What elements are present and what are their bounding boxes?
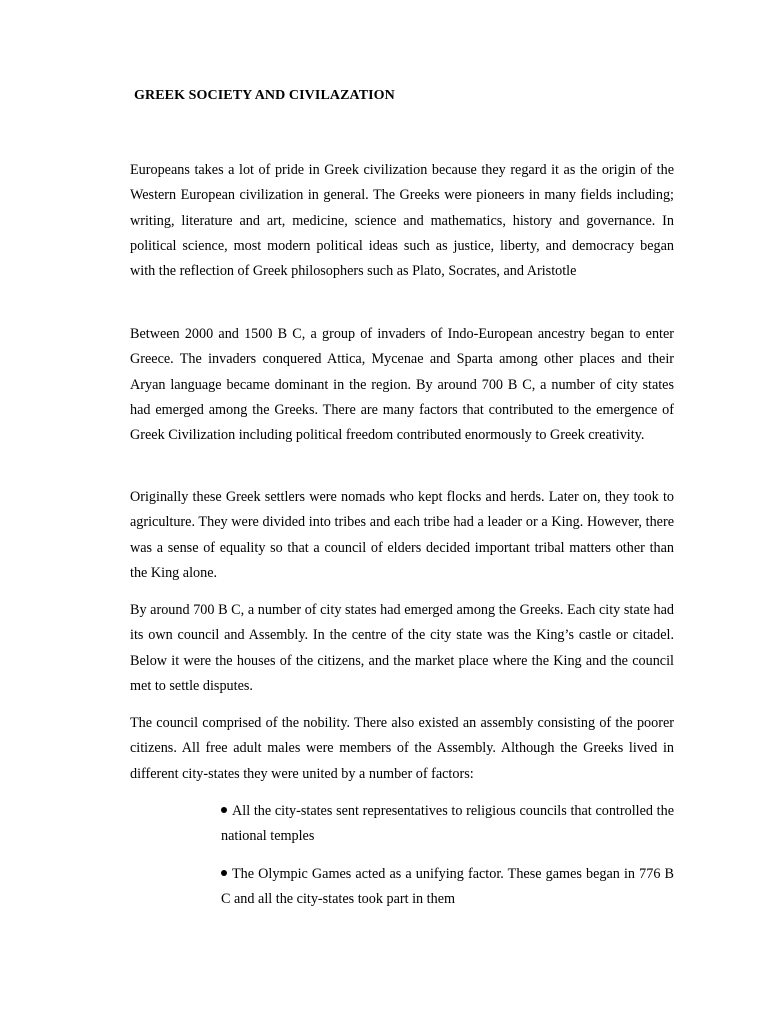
list-item [221,799,674,850]
paragraph-greek-settlers: Originally these Greek settlers were nomads who kept flocks and herds. Later on, they took to agriculture. They were divided into tribes and each tribe had a leader or a King. However, there was a sense of equality so that a council of elders decided important tribal matters other than the King alone. [130,489,674,581]
document-title: GREEK SOCIETY AND CIVILAZATION [134,88,395,103]
bullet-icon [221,870,227,876]
bullet-icon [221,807,227,813]
list-item-text: All the city-states sent representatives to religious councils that controlled the national temples [221,803,674,845]
paragraph-city-states: By around 700 B C, a number of city states had emerged among the Greeks. Each city state had its own council and Assembly. In the centre of the city state was the King’s castle or citadel. Below it were the houses of the citizens, and the market place where the King and the council met to settle disputes. [130,602,674,694]
paragraph-origin-of-western-civilization: Europeans takes a lot of pride in Greek civilization because they regard it as the origin of the Western European civilization in general. The Greeks were pioneers in many fields including; writing, literature and art, medicine, science and mathematics, history and governance. In political science, most modern political ideas such as justice, liberty, and democracy began with the reflection of Greek philosophers such as Plato, Socrates, and Aristotle [130,162,674,280]
paragraph-council-and-assembly: The council comprised of the nobility. There also existed an assembly consisting of the poorer citizens. All free adult males were members of the Assembly. Although the Greeks lived in different city-states they were united by a number of factors: [130,715,674,782]
list-item-text: The Olympic Games acted as a unifying factor. These games began in 776 B C and all the city-states took part in them [221,866,674,908]
paragraph-indo-european-invaders: Between 2000 and 1500 B C, a group of invaders of Indo-European ancestry began to enter Greece. The invaders conquered Attica, Mycenae and Sparta among other places and their Aryan language became dominant in the region. By around 700 B C, a number of city states had emerged among the Greeks. There are many factors that contributed to the emergence of Greek Civilization including political freedom contributed enormously to Greek creativity. [130,326,674,444]
list-item [221,862,674,913]
